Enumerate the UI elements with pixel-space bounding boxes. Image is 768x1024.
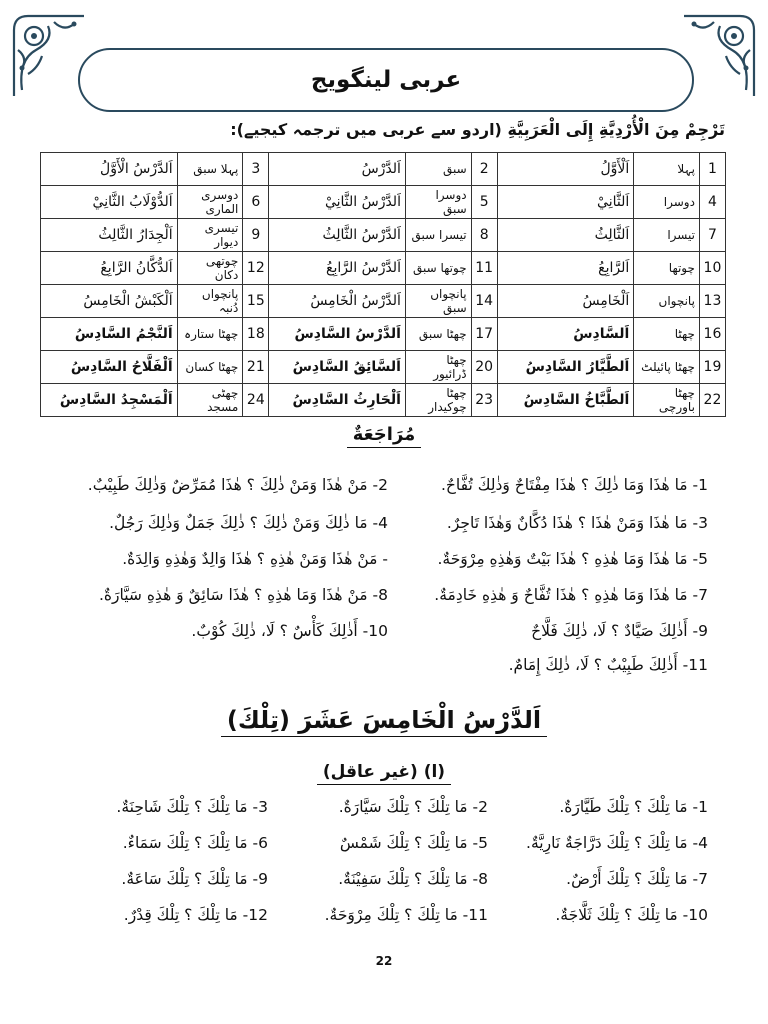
- corner-ornament-left-icon: [8, 10, 88, 100]
- table-row: [41, 153, 726, 186]
- table-row: [41, 285, 726, 318]
- table-row: [41, 186, 726, 219]
- lesson-sentence: 5- مَا تِلْكَ ؟ تِلْكَ شَمْسٌ: [339, 834, 488, 852]
- table-cell-number: 20: [471, 351, 497, 384]
- table-cell-arabic: اَلسَّائِقُ السَّادِسُ: [269, 351, 406, 384]
- table-cell-arabic: اَلدَّرْسُ السَّادِسُ: [269, 318, 406, 351]
- review-sentence: 3- مَا هٰذَا وَمَنْ هٰذَا ؟ هٰذَا دُكَّانٌ وَهٰذَا تَاجِرٌ.: [446, 514, 708, 532]
- table-cell-number: 5: [471, 186, 497, 219]
- table-cell-arabic: اَلدُّوْلَابُ الثَّانِيْ: [41, 186, 178, 219]
- table-cell-number: 24: [243, 384, 269, 417]
- table-cell-number: 3: [243, 153, 269, 186]
- table-row: [41, 384, 726, 417]
- table-cell-number: 22: [699, 384, 725, 417]
- table-cell-urdu: چھٹا ڈرائیور: [405, 351, 471, 384]
- table-cell-urdu: دوسری الماری: [177, 186, 243, 219]
- table-cell-number: 9: [243, 219, 269, 252]
- review-heading: مُرَاجَعَةٌ: [0, 424, 768, 445]
- review-sentence: 10- أَذٰلِكَ كَأْسٌ ؟ لَا، ذٰلِكَ كُوْبٌ.: [191, 622, 388, 640]
- table-cell-arabic: اَلثَّانِيْ: [497, 186, 634, 219]
- table-cell-number: 17: [471, 318, 497, 351]
- table-cell-number: 10: [699, 252, 725, 285]
- table-cell-arabic: اَلرَّابِعُ: [497, 252, 634, 285]
- table-cell-urdu: چوتھا سبق: [405, 252, 471, 285]
- table-cell-arabic: اَلدَّرْسُ الْأَوَّلُ: [41, 153, 178, 186]
- table-cell-number: 18: [243, 318, 269, 351]
- table-cell-number: 1: [699, 153, 725, 186]
- table-cell-number: 2: [471, 153, 497, 186]
- review-sentence: 8- مَنْ هٰذَا وَمَا هٰذِهِ ؟ هٰذَا سَائِقٌ وَ هٰذِهِ سَيَّارَةٌ.: [98, 586, 388, 604]
- page-title: عربی لینگویج: [310, 67, 462, 93]
- table-cell-urdu: چھٹا چوکیدار: [405, 384, 471, 417]
- table-cell-urdu: چھٹی مسجد: [177, 384, 243, 417]
- table-row: [41, 252, 726, 285]
- lesson-sentence: 12- مَا تِلْكَ ؟ تِلْكَ قِدْرٌ.: [123, 906, 268, 924]
- table-cell-arabic: اَلنَّجْمُ السَّادِسُ: [41, 318, 178, 351]
- table-cell-number: 6: [243, 186, 269, 219]
- review-sentence: 4- مَا ذٰلِكَ وَمَنْ ذٰلِكَ ؟ ذٰلِكَ جَمَلٌ وَذٰلِكَ رَجُلٌ.: [109, 514, 388, 532]
- review-sentence: 11- أَذٰلِكَ طَبِيْبٌ ؟ لَا، ذٰلِكَ إِمَامٌ.: [508, 656, 708, 674]
- review-sentence: 9- أَذٰلِكَ صَيَّادٌ ؟ لَا، ذٰلِكَ فَلَّاحٌ: [531, 622, 708, 640]
- review-sentence: - مَنْ هٰذَا وَمَنْ هٰذِهِ ؟ هٰذَا وَالِدٌ وَهٰذِهِ وَالِدَةٌ.: [122, 550, 388, 568]
- table-cell-urdu: چوتھی دکان: [177, 252, 243, 285]
- lesson-sentence: 4- مَا تِلْكَ ؟ تِلْكَ دَرَّاجَةٌ نَارِيَّةٌ.: [526, 834, 708, 852]
- table-cell-arabic: اَلثَّالِثُ: [497, 219, 634, 252]
- table-cell-arabic: اَلدُّكَّانُ الرَّابِعُ: [41, 252, 178, 285]
- review-sentence: 1- مَا هٰذَا وَمَا ذٰلِكَ ؟ هٰذَا مِفْتَاحٌ وَذٰلِكَ تُفَّاحٌ.: [440, 476, 708, 494]
- lesson-title: اَلدَّرْسُ الْخَامِسَ عَشَرَ (تِلْكَ): [0, 706, 768, 734]
- table-cell-urdu: چھٹا: [634, 318, 700, 351]
- table-cell-arabic: اَلدَّرْسُ الرَّابِعُ: [269, 252, 406, 285]
- table-cell-number: 8: [471, 219, 497, 252]
- table-cell-number: 14: [471, 285, 497, 318]
- table-cell-number: 11: [471, 252, 497, 285]
- table-cell-urdu: پانچواں سبق: [405, 285, 471, 318]
- review-sentence: 7- مَا هٰذَا وَمَا هٰذِهِ ؟ هٰذَا تُفَّاحٌ وَ هٰذِهِ خَادِمَةٌ.: [434, 586, 708, 604]
- table-cell-urdu: تیسرا: [634, 219, 700, 252]
- table-cell-urdu: چوتھا: [634, 252, 700, 285]
- table-row: [41, 351, 726, 384]
- table-cell-arabic: اَلْخَامِسُ: [497, 285, 634, 318]
- table-cell-number: 12: [243, 252, 269, 285]
- lesson-sentence: 1- مَا تِلْكَ ؟ تِلْكَ طَيَّارَةٌ.: [559, 798, 708, 816]
- table-cell-number: 4: [699, 186, 725, 219]
- table-cell-number: 16: [699, 318, 725, 351]
- table-cell-number: 23: [471, 384, 497, 417]
- table-cell-arabic: اَلْجِدَارُ الثَّالِثُ: [41, 219, 178, 252]
- table-cell-urdu: چھٹا باورچی: [634, 384, 700, 417]
- lesson-sentence: 7- مَا تِلْكَ ؟ تِلْكَ أَرْضٌ.: [566, 870, 708, 888]
- title-banner: [78, 48, 694, 112]
- table-cell-urdu: چھٹا ستارہ: [177, 318, 243, 351]
- table-cell-urdu: تیسرا سبق: [405, 219, 471, 252]
- table-cell-urdu: دوسرا سبق: [405, 186, 471, 219]
- table-cell-number: 7: [699, 219, 725, 252]
- table-cell-arabic: اَلدَّرْسُ الثَّالِثُ: [269, 219, 406, 252]
- table-cell-urdu: پہلا: [634, 153, 700, 186]
- table-cell-arabic: اَلدَّرْسُ الْخَامِسُ: [269, 285, 406, 318]
- table-cell-number: 15: [243, 285, 269, 318]
- vocabulary-table: [40, 152, 726, 417]
- table-cell-arabic: اَلطَّبَّاخُ السَّادِسُ: [497, 384, 634, 417]
- review-sentence: 2- مَنْ هٰذَا وَمَنْ ذٰلِكَ ؟ هٰذَا مُمَرِّضٌ وَذٰلِكَ طَبِيْبٌ.: [87, 476, 388, 494]
- table-cell-arabic: اَلْمَسْجِدُ السَّادِسُ: [41, 384, 178, 417]
- lesson-sentence: 6- مَا تِلْكَ ؟ تِلْكَ سَمَاءٌ.: [122, 834, 268, 852]
- table-cell-arabic: اَلْفَلَّاحُ السَّادِسُ: [41, 351, 178, 384]
- lesson-sentence: 2- مَا تِلْكَ ؟ تِلْكَ سَيَّارَةٌ.: [338, 798, 488, 816]
- review-sentence: 5- مَا هٰذَا وَمَا هٰذِهِ ؟ هٰذَا بَيْتٌ وَهٰذِهِ مِرْوَحَةٌ.: [437, 550, 708, 568]
- lesson-sentence: 8- مَا تِلْكَ ؟ تِلْكَ سَفِيْنَةٌ.: [338, 870, 488, 888]
- page-number: 22: [375, 954, 393, 968]
- table-cell-urdu: چھٹا سبق: [405, 318, 471, 351]
- table-cell-urdu: تیسری دیوار: [177, 219, 243, 252]
- table-cell-arabic: اَلدَّرْسُ: [269, 153, 406, 186]
- table-cell-arabic: اَلسَّادِسُ: [497, 318, 634, 351]
- table-row: [41, 219, 726, 252]
- table-cell-arabic: اَلْحَارِثُ السَّادِسُ: [269, 384, 406, 417]
- table-cell-urdu: پانچواں دُنبہ: [177, 285, 243, 318]
- table-cell-number: 19: [699, 351, 725, 384]
- table-cell-urdu: سبق: [405, 153, 471, 186]
- table-cell-number: 21: [243, 351, 269, 384]
- lesson-sentence: 10- مَا تِلْكَ ؟ تِلْكَ ثَلَّاجَةٌ.: [555, 906, 708, 924]
- lesson-subheading: (ا) (غیر عاقل): [0, 762, 768, 782]
- table-cell-urdu: چھٹا کسان: [177, 351, 243, 384]
- table-cell-number: 13: [699, 285, 725, 318]
- lesson-sentence: 3- مَا تِلْكَ ؟ تِلْكَ شَاحِنَةٌ.: [116, 798, 268, 816]
- table-cell-urdu: چھٹا پائیلٹ: [634, 351, 700, 384]
- table-row: [41, 318, 726, 351]
- table-cell-urdu: پانچواں: [634, 285, 700, 318]
- table-cell-arabic: اَلطَّيَّارُ السَّادِسُ: [497, 351, 634, 384]
- table-cell-arabic: اَلدَّرْسُ الثَّانِيْ: [269, 186, 406, 219]
- translation-instruction: تَرْجِمْ مِنَ الْأُرْدِيَّةِ إِلَى الْعَرَبِيَّةِ (اردو سے عربی میں ترجمہ کیجیے):: [230, 120, 725, 139]
- lesson-sentence: 11- مَا تِلْكَ ؟ تِلْكَ مِرْوَحَةٌ.: [324, 906, 488, 924]
- table-cell-urdu: دوسرا: [634, 186, 700, 219]
- table-cell-arabic: اَلْأَوَّلُ: [497, 153, 634, 186]
- table-cell-arabic: اَلْكَبْشُ الْخَامِسُ: [41, 285, 178, 318]
- lesson-sentence: 9- مَا تِلْكَ ؟ تِلْكَ سَاعَةٌ.: [121, 870, 268, 888]
- table-cell-urdu: پہلا سبق: [177, 153, 243, 186]
